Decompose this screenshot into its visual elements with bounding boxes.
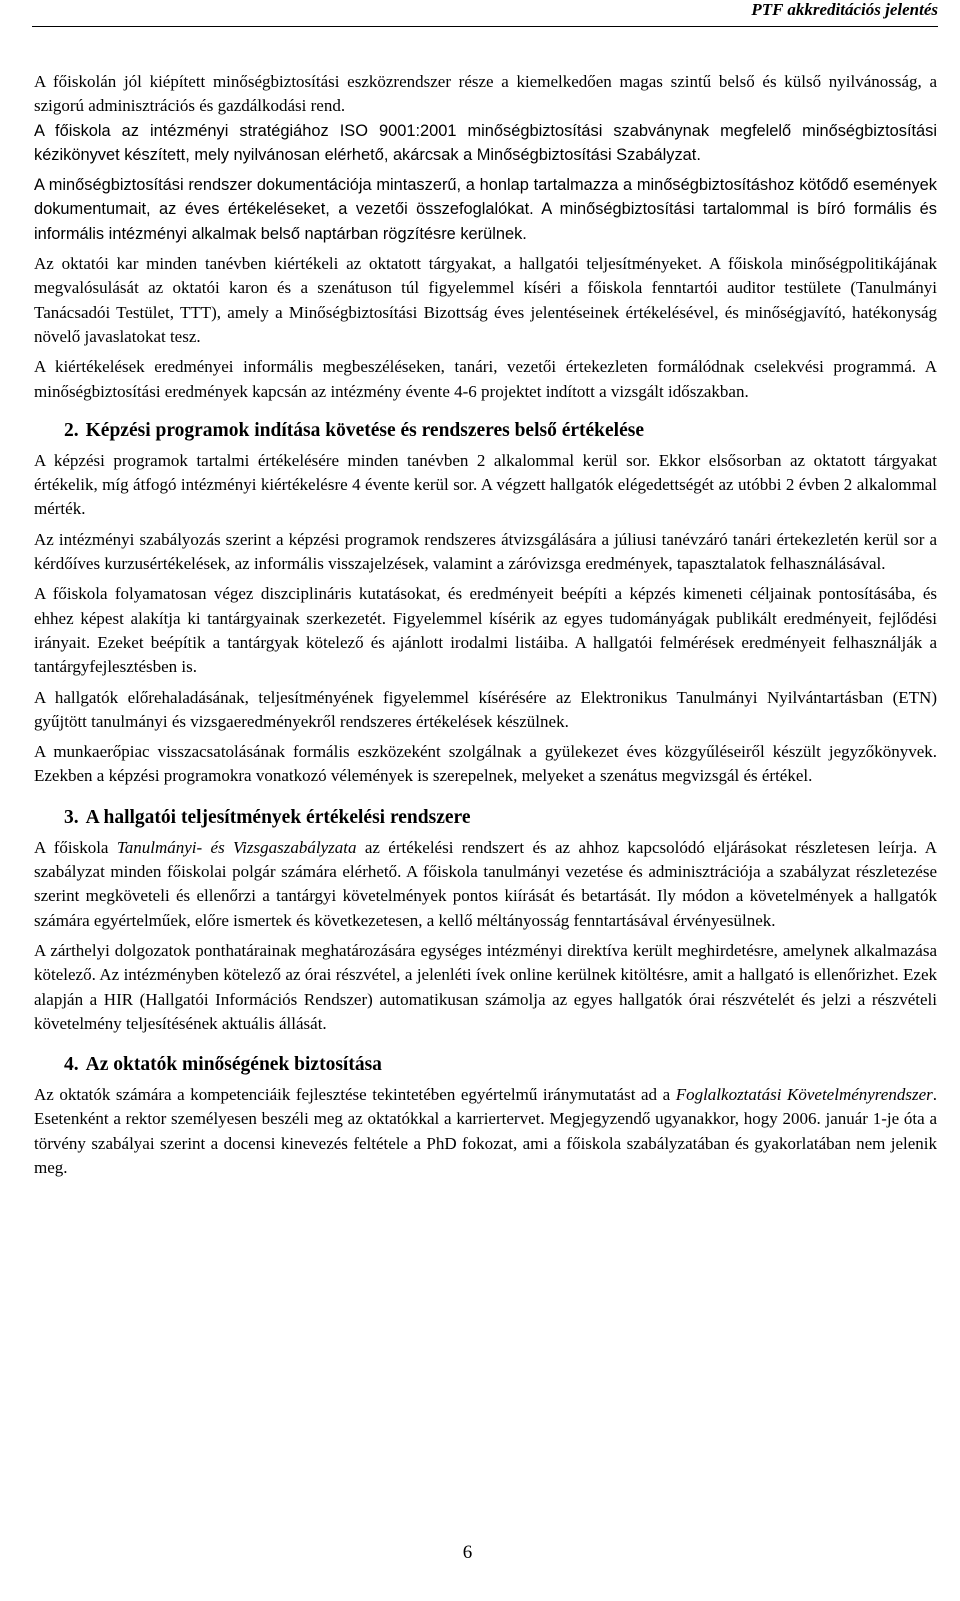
section-number: 4.	[64, 1054, 79, 1076]
paragraph: A zárthelyi dolgozatok ponthatárainak meghatározására egységes intézményi direktíva került meghirdetésre, amelynek alkalmazása kötelező. Az intézményben kötelező az órai részvétel, a jelenléti ívek online kerülnek kitöltésre, amit a hallgató is ellenőrizhet. Ezek alapján a HIR (Hallgatói Információs Rendszer) automatikusan számolja az egyes hallgatók órai részvételét és jelzi a részvételi követelmény teljesítésének aktuális állását.	[34, 940, 937, 1033]
paragraph	[34, 1083, 937, 1180]
section-title: A hallgatói teljesítmények értékelési rendszere	[85, 806, 471, 828]
paragraph: A munkaerőpiac visszacsatolásának formális eszközeként szolgálnak a gyülekezet éves közgyűléseiről készült jegyzőkönyvek. Ezekben a képzési programokra vonatkozó vélemények is szerepelnek, melyeket a szenátus megvizsgál és értékel.	[34, 742, 937, 786]
paragraph: A kiértékelések eredményei informális megbeszéléseken, tanári, vezetői értekezleten formálódnak cselekvési programmá. A minőségbiztosítási eredmények kapcsán az intézmény évente 4-6 projektet indított a vizsgált időszakban.	[34, 357, 937, 401]
document-body	[34, 70, 937, 1186]
paragraph: Az oktatói kar minden tanévben kiértékeli az oktatott tárgyakat, a hallgatói teljesítményeket. A főiskola minőségpolitikájának megvalósulását az oktatói karon és a szenátuson túl figyelemmel kíséri a főiskola fenntartói auditor testülete (Tanulmányi Tanácsadói Testület, TTT), amely a Minőségbiztosítási Bizottság éves jelentéseinek értékelésével, és minőségjavító, hatékonyság növelő javaslatokat tesz.	[34, 254, 937, 346]
page-number: 6	[462, 1542, 473, 1563]
section-number: 3.	[64, 806, 79, 828]
paragraph	[34, 836, 937, 933]
section-heading-3	[64, 805, 937, 831]
paragraph: A főiskola folyamatosan végez diszciplináris kutatásokat, és eredményeit beépíti a képzés kimeneti céljainak pontosításába, és ehhez képest alakítja ki tantárgyainak szerkezetét. Figyelemmel kísérik az egyes tudományágak publikált eredményeit, fejlődési irányait. Ezeket beépítik a tantárgyak kötelező és ajánlott irodalmi listáiba. A hallgatói felmérések eredményeit felhasználják a tantárgyfejlesztésben is.	[34, 584, 937, 677]
paragraph: Az intézményi szabályozás szerint a képzési programok rendszeres átvizsgálására a júliusi tanévzáró tanári értekezletén kerül sor a kérdőíves kurzusértékelések, az informális visszajelzések, valamint a záróvizsga eredmények, tapasztalatok felhasználásával.	[34, 529, 937, 574]
section-title: Az oktatók minőségének biztosítása	[85, 1054, 382, 1076]
text-run: az értékelési rendszert és az ahhoz kapcsolódó eljárásokat részletesen leírja. A szabályzat minden főiskolai polgár számára elérhető. A főiskola tanulmányi vezetése és adminisztrációja a szabályzat részletezése szerint megköveteli és ellenőrzi a tantárgyi követelmények pontos kiírását és betartását. Ily módon a követelmények a hallgatók számára egyértelműek, előre ismertek és következetesen, a kellő méltányosság fenntartásával érvényesülnek.	[34, 837, 937, 930]
italic-document-title: Tanulmányi- és Vizsgaszabályzata	[116, 837, 357, 857]
paragraph: A hallgatók előrehaladásának, teljesítményének figyelemmel kísérésére az Elektronikus Tanulmányi Nyilvántartásban (ETN) gyűjtött tanulmányi és vizsgaeredményekről rendszeres értékelések készülnek.	[34, 687, 937, 731]
running-header: PTF akkreditációs jelentés	[751, 0, 938, 19]
italic-document-title: Foglalkoztatási Követelményrendszer	[675, 1085, 933, 1105]
section-heading-4	[64, 1052, 937, 1078]
text-run: Az oktatók számára a kompetenciáik fejlesztése tekintetében egyértelmű iránymutatást ad a	[34, 1085, 676, 1105]
paragraph: A minőségbiztosítási rendszer dokumentációja mintaszerű, a honlap tartalmazza a minőségbiztosításhoz kötődő események dokumentumait, az éves értékeléseket, a vezetői összefoglalókat. A minőségbiztosítási tartalommal is bíró formális és informális intézményi alkalmak belső naptárban rögzítésre kerülnek.	[34, 176, 937, 243]
section-heading-2	[64, 418, 937, 444]
paragraph: A főiskolán jól kiépített minőségbiztosítási eszközrendszer része a kiemelkedően magas szintű belső és külső nyilvánosság, a szigorú adminisztrációs és gazdálkodási rend.	[34, 72, 937, 116]
text-run: . Esetenként a rektor személyesen beszéli meg az oktatókkal a karriertervet. Megjegyzendő ugyanakkor, hogy 2006. január 1-je óta a törvény szabályai szerint a docensi kinevezés feltétele a PhD fokozat, ami a főiskola szabályzatában és gyakorlatában nem jelenik meg.	[34, 1085, 937, 1177]
section-number: 2.	[64, 419, 79, 441]
paragraph: A képzési programok tartalmi értékelésére minden tanévben 2 alkalommal kerül sor. Ekkor elsősorban az oktatott tárgyakat értékelik, míg átfogó intézményi kiértékelésre 4 évente kerül sor. A végzett hallgatók elégedettségét az utóbbi 2 évben 2 alkalommal mérték.	[34, 450, 937, 519]
paragraph: A főiskola az intézményi stratégiához ISO 9001:2001 minőségbiztosítási szabványnak megfelelő minőségbiztosítási kézikönyvet készített, mely nyilvánosan elérhető, akárcsak a Minőségbiztosítási Szabályzat.	[34, 121, 937, 164]
section-title: Képzési programok indítása követése és rendszeres belső értékelése	[85, 419, 644, 441]
header-rule	[32, 26, 938, 27]
text-run: A főiskola	[34, 837, 117, 857]
